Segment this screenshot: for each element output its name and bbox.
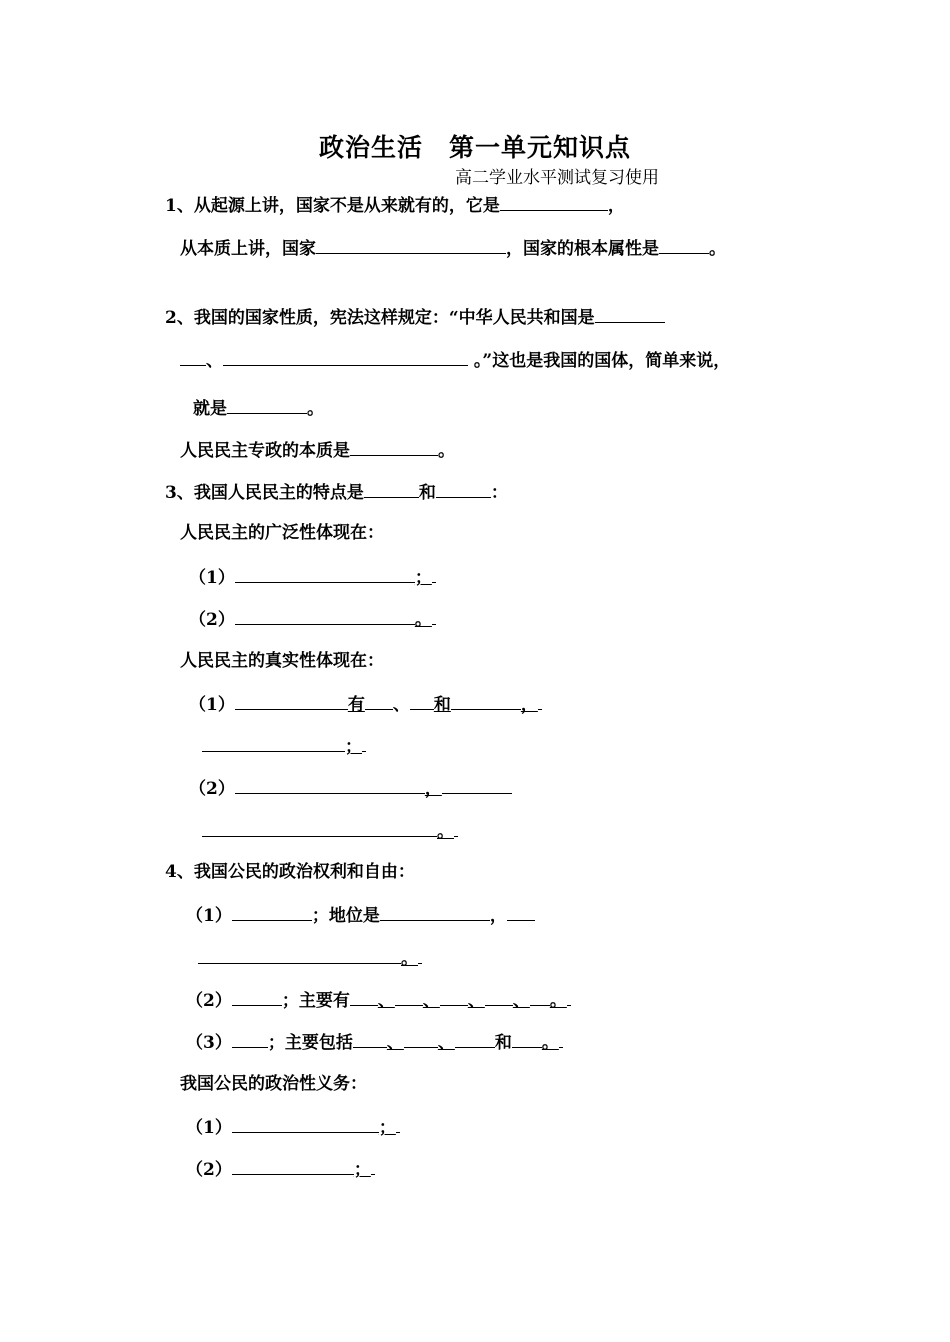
- blank[interactable]: [404, 1030, 438, 1048]
- blank[interactable]: [455, 1030, 495, 1048]
- blank[interactable]: [512, 1030, 542, 1048]
- blank[interactable]: [235, 607, 415, 625]
- blank[interactable]: [232, 988, 282, 1006]
- q4-item-1: （1） ；地位是 ，: [186, 903, 535, 927]
- q4-item-3: （3） ；主要包括 、 、 和 。: [186, 1030, 563, 1054]
- q2-line-4: 人民民主专政的本质是 。: [180, 438, 455, 462]
- blank[interactable]: [380, 903, 490, 921]
- blank[interactable]: [595, 305, 665, 323]
- blank[interactable]: [202, 819, 437, 837]
- document-title: 政治生活 第一单元知识点: [318, 133, 631, 162]
- q4-item-2: （2） ；主要有 、 、 、 、 。: [186, 988, 571, 1012]
- blank[interactable]: [410, 692, 434, 710]
- q4-duty-item-2: （2） ；: [186, 1157, 375, 1181]
- blank[interactable]: [202, 734, 345, 752]
- q4-duty-heading: 我国公民的政治性义务：: [180, 1074, 367, 1094]
- blank[interactable]: [500, 193, 608, 211]
- q3-broad-item-2: （2） 。: [189, 607, 436, 631]
- blank[interactable]: [440, 988, 468, 1006]
- blank[interactable]: [353, 1030, 387, 1048]
- blank[interactable]: [507, 903, 535, 921]
- blank[interactable]: [485, 988, 513, 1006]
- blank[interactable]: [232, 1115, 379, 1133]
- q2-line-2: 、 。”这也是我国的国体，简单来说，: [180, 348, 730, 372]
- blank[interactable]: [442, 776, 512, 794]
- blank[interactable]: [232, 1157, 354, 1175]
- blank[interactable]: [235, 776, 425, 794]
- q3-real-heading: 人民民主的真实性体现在：: [180, 651, 384, 671]
- blank[interactable]: [365, 692, 393, 710]
- q3-real-item-2: （2） ，: [189, 776, 512, 800]
- q4-item-1-cont: 。: [198, 946, 422, 970]
- q3-real-item-2-cont: 。: [202, 819, 458, 843]
- blank[interactable]: [235, 565, 415, 583]
- q3-broad-heading: 人民民主的广泛性体现在：: [180, 523, 384, 543]
- blank[interactable]: [364, 480, 419, 498]
- q1-line-2: 从本质上讲，国家 ，国家的根本属性是 。: [180, 236, 726, 260]
- document-subtitle: 高二学业水平测试复习使用: [455, 168, 659, 188]
- q1-line-1: 1、从起源上讲，国家不是从来就有的，它是 ，: [165, 193, 625, 217]
- blank[interactable]: [395, 988, 423, 1006]
- blank[interactable]: [180, 348, 206, 366]
- q3-real-item-1: （1） 有 、 和 ，: [189, 692, 542, 716]
- blank[interactable]: [227, 396, 307, 414]
- blank[interactable]: [198, 946, 401, 964]
- blank[interactable]: [451, 692, 521, 710]
- blank[interactable]: [350, 988, 378, 1006]
- blank[interactable]: [232, 903, 312, 921]
- blank[interactable]: [659, 236, 709, 254]
- q2-line-3: 就是 。: [193, 396, 324, 420]
- q3-real-item-1-cont: ；: [202, 734, 366, 758]
- q3-broad-item-1: （1） ；: [189, 565, 436, 589]
- blank[interactable]: [316, 236, 506, 254]
- q3-line-1: 3、我国人民民主的特点是 和 ：: [165, 480, 508, 504]
- blank[interactable]: [235, 692, 348, 710]
- blank[interactable]: [223, 348, 468, 366]
- q2-line-1: 2、我国的国家性质，宪法这样规定：“中华人民共和国是: [165, 305, 665, 329]
- blank[interactable]: [350, 438, 438, 456]
- blank[interactable]: [232, 1030, 268, 1048]
- blank[interactable]: [530, 988, 550, 1006]
- q4-duty-item-1: （1） ；: [186, 1115, 400, 1139]
- blank[interactable]: [436, 480, 491, 498]
- q4-line-1: 4、我国公民的政治权利和自由：: [165, 862, 415, 882]
